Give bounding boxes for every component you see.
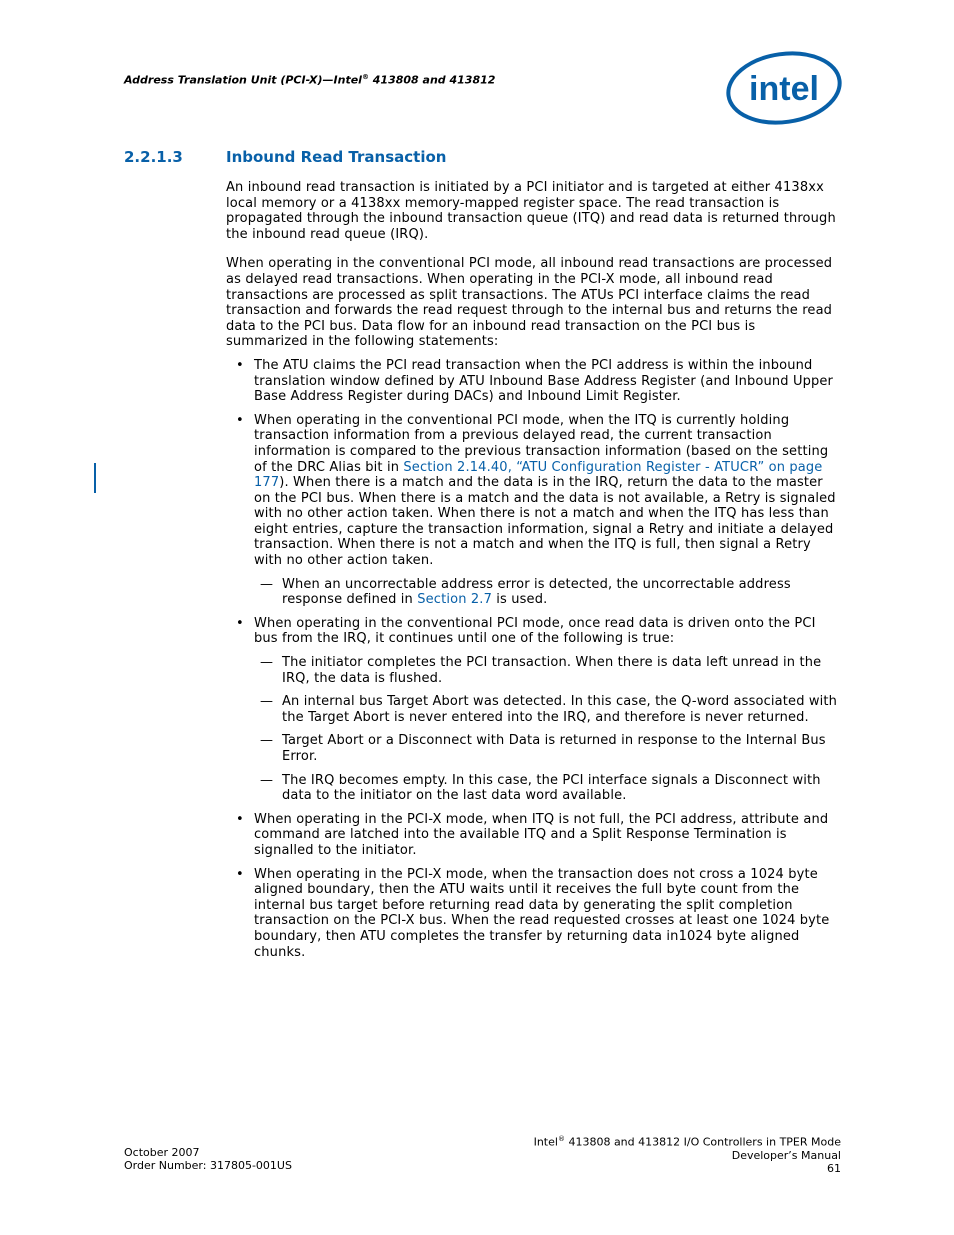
paragraph-modes: When operating in the conventional PCI mode, all inbound read transactions are processed as delayed read transactions. When operating in the PCI-X mode, all inbound read transactions are processed as split transactions. The ATUs PCI interface claims the read transaction and forwards the read request through to the internal bus and returns the read data to the PCI bus. Data flow for an inbound read transaction on the PCI bus is summarized in the following statements: [226, 256, 833, 350]
running-title-rest: 413808 and 413812 [368, 73, 496, 87]
atucr-section-link[interactable]: Section 2.14.40, “ATU Configuration Register - ATUCR” on page 177 [254, 459, 823, 491]
sub-list [254, 655, 840, 804]
bullet-list [226, 358, 840, 960]
list-item: — An internal bus Target Abort was detected. In this case, the Q-word associated with the Target Abort is never entered into the IRQ, and therefore is never returned. [254, 694, 840, 725]
list-item: • When operating in the conventional PCI mode, when the ITQ is currently holding transaction information from a previous delayed read, the current transaction information is compared to the previous transaction information (based on the setting of the DRC Alias bit in Section 2.14.40, “ATU Configuration Register - ATUCR” on page 177). When there is a match and the data is in the IRQ, return the data to the master on the PCI bus. When there is a match and the data is not available, a Retry is signaled with no other action taken. When there is not a match and when the ITQ has less than eight entries, capture the transaction information, signal a Retry and initiate a delayed transaction. When there is not a match and when the ITQ is full, then signal a Retry with no other action taken. — When an uncorrectable address error is detected, the uncorrectable address response defined in Section 2.7 is used. [226, 413, 840, 608]
page-number: 61 [827, 1161, 841, 1175]
running-title: Address Translation Unit (PCI-X)—Intel [124, 73, 362, 87]
list-item: — The IRQ becomes empty. In this case, the PCI interface signals a Disconnect with data to the initiator on the last data word available. [254, 773, 840, 804]
list-item: — The initiator completes the PCI transaction. When there is data left unread in the IRQ, the data is flushed. [254, 655, 840, 686]
footer-date: October 2007 [124, 1146, 200, 1159]
paragraph-intro: An inbound read transaction is initiated by a PCI initiator and is targeted at either 4138xx local memory or a 4138xx memory-mapped register space. The read transaction is propagated through the inbound transaction queue (ITQ) and read data is returned through the inbound read queue (IRQ). [226, 180, 836, 242]
footer-doc-subtitle: Developer’s Manual [731, 1148, 841, 1162]
logo-wordmark: intel [749, 70, 819, 108]
section-number: 2.2.1.3 [124, 148, 183, 166]
registered-mark: ® [361, 73, 369, 81]
list-item: • When operating in the conventional PCI mode, once read data is driven onto the PCI bus from the IRQ, it continues until one of the following is true: — The initiator completes the PCI transaction. When there is data left unread in the IRQ, the data is flushed. — An internal bus Target Abort was detected. In this case, the Q-word associated with the Target Abort is never entered into the IRQ, and therefore is never returned. — Target Abort or a Disconnect with Data is returned in response to the Internal Bus Error. — The IRQ becomes empty. In this case, the PCI interface signals a Disconnect with data to the initiator on the last data word available. [226, 616, 840, 804]
change-bar [94, 463, 96, 493]
section-heading [124, 148, 446, 166]
footer-right [534, 1133, 841, 1175]
sub-list [254, 577, 840, 608]
list-item: — Target Abort or a Disconnect with Data is returned in response to the Internal Bus Error. [254, 733, 840, 764]
footer-doc-title: Intel® 413808 and 413812 I/O Controllers in TPER Mode [533, 1135, 841, 1149]
running-header [124, 73, 495, 87]
section-title: Inbound Read Transaction [226, 148, 447, 166]
list-item: • The ATU claims the PCI read transaction when the PCI address is within the inbound translation window defined by ATU Inbound Base Address Register (and Inbound Upper Base Address Register during DACs) and Inbound Limit Register. [226, 358, 840, 405]
list-item: — When an uncorrectable address error is detected, the uncorrectable address response defined in Section 2.7 is used. [254, 577, 840, 608]
section-body [226, 180, 840, 968]
footer-order-number: Order Number: 317805-001US [124, 1159, 292, 1172]
footer-left [124, 1146, 292, 1172]
intel-logo [724, 48, 844, 130]
section-2-7-link[interactable]: Section 2.7 [417, 592, 492, 608]
list-item: • When operating in the PCI-X mode, when ITQ is not full, the PCI address, attribute and command are latched into the available ITQ and a Split Response Termination is signalled to the initiator. [226, 812, 840, 859]
list-item: • When operating in the PCI-X mode, when the transaction does not cross a 1024 byte aligned boundary, then the ATU waits until it receives the full byte count from the internal bus target before returning read data by generating the split completion transaction on the PCI-X bus. When the read requested crosses at least one 1024 byte boundary, then ATU completes the transfer by returning data in1024 byte aligned chunks. [226, 867, 840, 961]
